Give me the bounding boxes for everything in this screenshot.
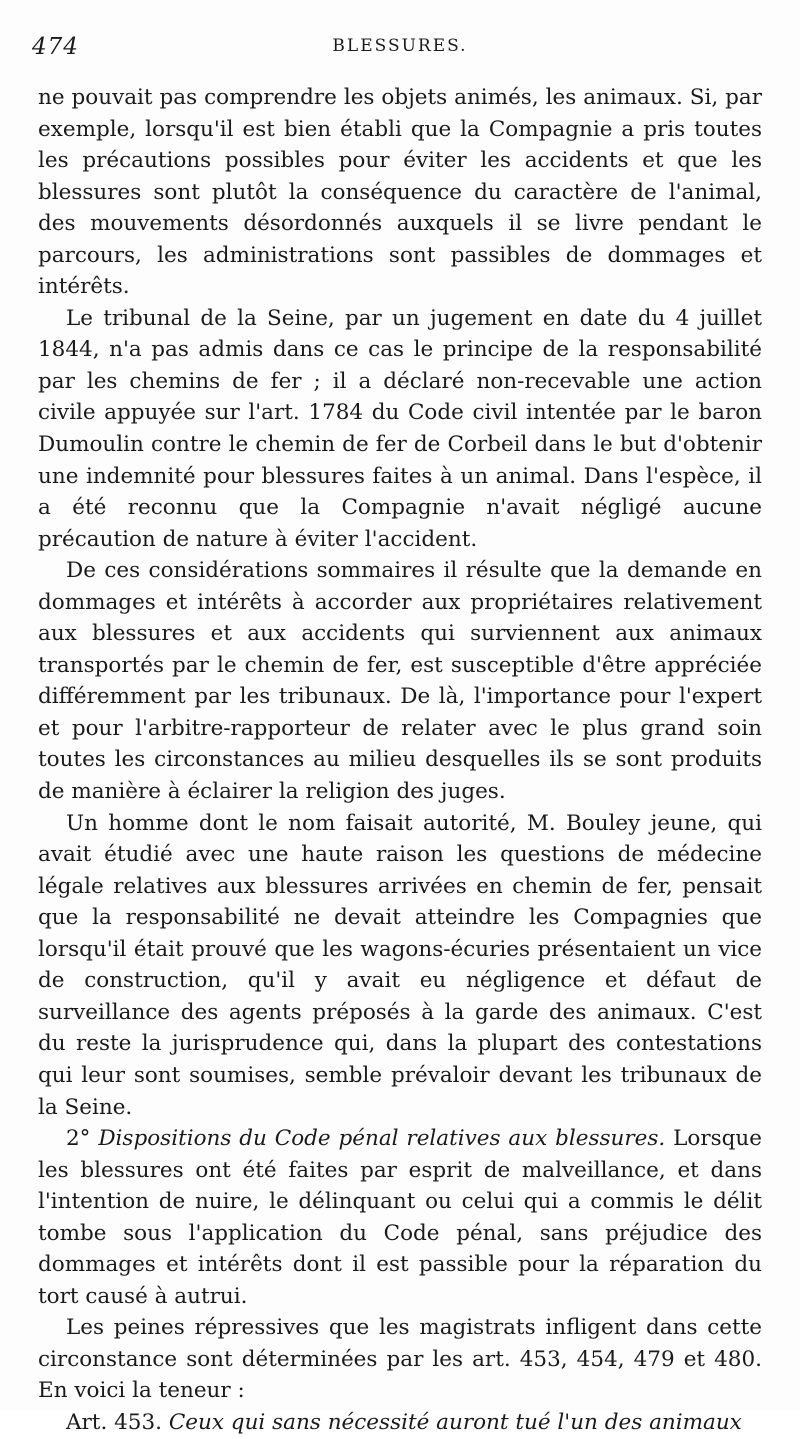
article-text: Ceux qui sans nécessité auront tué l'un des animaux — [168, 1409, 742, 1435]
paragraph-bouley: Un homme dont le nom faisait autorité, M. Bouley jeune, qui avait étudié avec une haute raison les questions de médecine légale relatives aux blessures arrivées en chemin de fer, pensait que la responsabilité ne devait atteindre les Compagnies que lorsqu'il était prouvé que les wagons-écuries présentaient un vice de construction, qu'il y avait eu négligence et défaut de surveillance des agents préposés à la garde des animaux. C'est du reste la jurisprudence qui, dans la plupart des contestations qui leur sont soumises, semble prévaloir devant les tribunaux de la Seine. — [38, 810, 762, 1120]
page-body — [38, 82, 762, 1439]
section-heading: Dispositions du Code pénal relatives aux blessures. — [98, 1126, 666, 1152]
paragraph-article — [38, 1407, 762, 1439]
paragraph-peines: Les peines répressives que les magistrats infligent dans cette circonstance sont déterminées par les art. 453, 454, 479 et 480. En voici la teneur : — [38, 1315, 762, 1404]
page-header — [32, 34, 768, 64]
section-text: Lorsque les blessures ont été faites par esprit de malveillance, et dans l'intention de nuire, le délinquant ou celui qui a commis le délit tombe sous l'application du Code pénal, sans préjudice des dommages et intérêts dont il est passible pour la réparation du tort causé à autrui. — [38, 1126, 762, 1309]
paragraph-continuation: ne pouvait pas comprendre les objets animés, les animaux. Si, par exemple, lorsqu'il est bien établi que la Compagnie a pris toutes les précautions possibles pour éviter les accidents et que les blessures sont plutôt la conséquence du caractère de l'animal, des mouvements désordonnés auxquels il se livre pendant le parcours, les administrations sont passibles de dommages et intérêts. — [38, 85, 762, 300]
paragraph-code-penal — [38, 1123, 762, 1312]
section-number: 2° — [66, 1126, 91, 1152]
paragraph-considerations: De ces considérations sommaires il résulte que la demande en dommages et intérêts à accorder aux propriétaires relativement aux blessures et aux accidents qui surviennent aux animaux transportés par le chemin de fer, est susceptible d'être appréciée différemment par les tribunaux. De là, l'importance pour l'expert et pour l'arbitre-rapporteur de relater avec le plus grand soin toutes les circonstances au milieu desquelles ils se sont produits de manière à éclairer la religion des juges. — [38, 558, 762, 805]
page-number: 474 — [32, 34, 79, 60]
article-label: Art. 453. — [66, 1409, 162, 1435]
paragraph-tribunal: Le tribunal de la Seine, par un jugement en date du 4 juillet 1844, n'a pas admis dans ce cas le principe de la responsabilité par les chemins de fer ; il a déclaré non-recevable une action civile appuyée sur l'art. 1784 du Code civil intentée par le baron Dumoulin contre le chemin de fer de Corbeil dans le but d'obtenir une indemnité pour blessures faites à un animal. Dans l'espèce, il a été reconnu que la Compagnie n'avait négligé aucune précaution de nature à éviter l'accident. — [38, 305, 762, 552]
running-title: BLESSURES. — [332, 36, 468, 56]
